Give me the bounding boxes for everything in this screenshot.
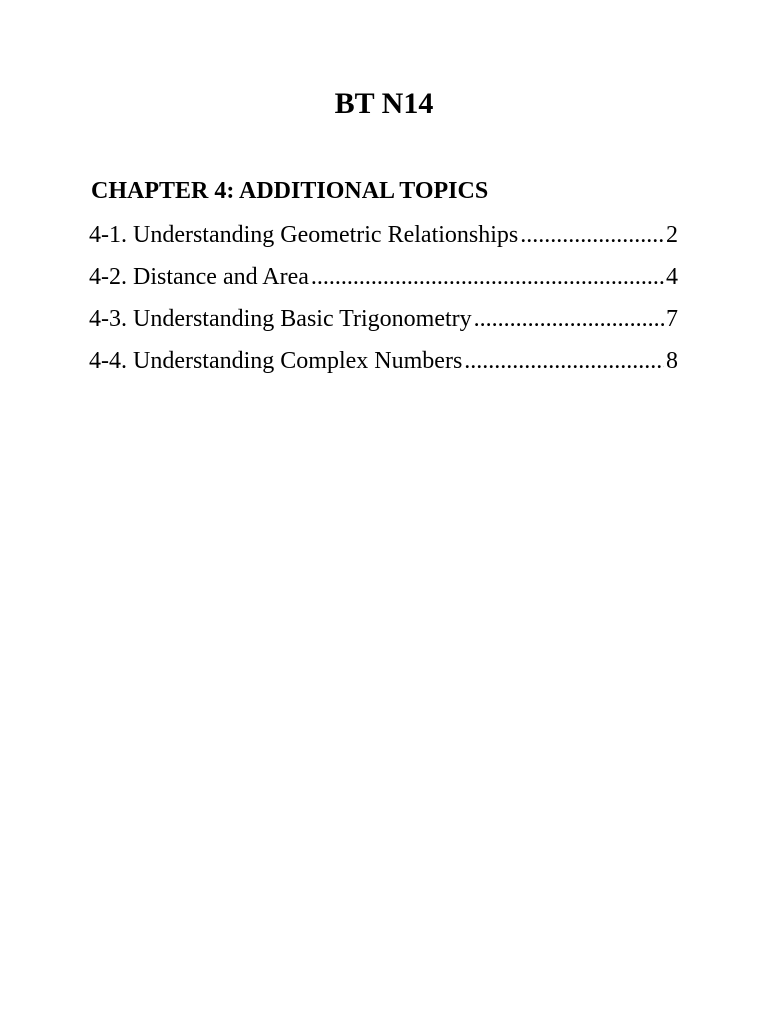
toc-dot-leader [311,259,664,295]
toc-page-number: 8 [666,348,678,374]
toc-entry-4-2[interactable] [89,259,678,301]
table-of-contents [89,217,678,385]
toc-dot-leader [520,217,664,253]
toc-entry-label: 4-3. Understanding Basic Trigonometry [89,306,472,332]
toc-entry-label: 4-4. Understanding Complex Numbers [89,348,463,374]
document-title: BT N14 [334,87,434,120]
toc-dot-leader [464,343,664,379]
toc-dot-leader [474,301,664,337]
chapter-heading: CHAPTER 4: ADDITIONAL TOPICS [91,178,489,204]
toc-entry-label: 4-2. Distance and Area [89,264,309,290]
toc-page-number: 7 [666,306,678,332]
toc-entry-4-4[interactable] [89,343,678,385]
toc-entry-4-3[interactable] [89,301,678,343]
toc-entry-label: 4-1. Understanding Geometric Relationships [89,222,519,248]
toc-page-number: 4 [666,264,678,290]
toc-page-number: 2 [666,222,678,248]
toc-entry-4-1[interactable] [89,217,678,259]
